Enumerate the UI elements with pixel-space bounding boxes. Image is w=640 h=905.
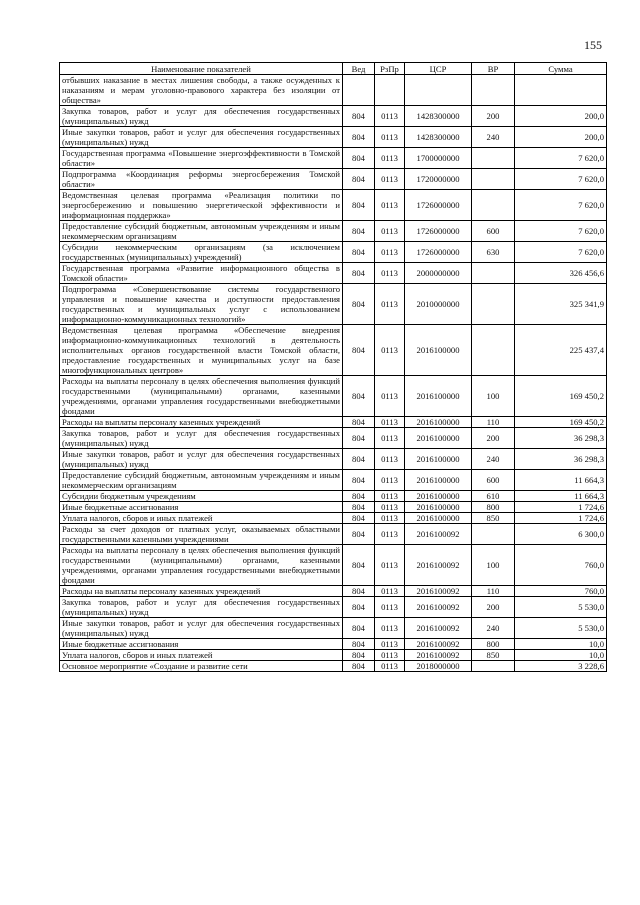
rzpr-code: 0113: [375, 325, 405, 376]
csr-code: 2000000000: [405, 263, 472, 284]
sum-value: 11 664,3: [515, 491, 607, 502]
table-body: [60, 75, 607, 672]
ved-code: 804: [343, 221, 375, 242]
csr-code: 2016100000: [405, 417, 472, 428]
csr-code: 2016100000: [405, 325, 472, 376]
ved-code: 804: [343, 242, 375, 263]
vr-code: 850: [472, 650, 515, 661]
rzpr-code: 0113: [375, 242, 405, 263]
ved-code: 804: [343, 513, 375, 524]
csr-code: 2016100000: [405, 376, 472, 417]
table-row: [60, 221, 607, 242]
table-row: [60, 661, 607, 672]
ved-code: 804: [343, 618, 375, 639]
csr-code: 2010000000: [405, 284, 472, 325]
rzpr-code: 0113: [375, 524, 405, 545]
indicator-name: Подпрограмма «Координация реформы энергосбережения Томской области»: [60, 169, 343, 190]
sum-value: 326 456,6: [515, 263, 607, 284]
vr-code: 610: [472, 491, 515, 502]
vr-code: 100: [472, 376, 515, 417]
vr-code: 200: [472, 106, 515, 127]
sum-value: 200,0: [515, 106, 607, 127]
indicator-name: Иные закупки товаров, работ и услуг для обеспечения государственных (муниципальных) нужд: [60, 449, 343, 470]
rzpr-code: 0113: [375, 127, 405, 148]
table-row: [60, 513, 607, 524]
sum-value: 760,0: [515, 586, 607, 597]
page-number: 155: [584, 38, 602, 52]
sum-value: 7 620,0: [515, 169, 607, 190]
sum-value: 7 620,0: [515, 221, 607, 242]
rzpr-code: 0113: [375, 545, 405, 586]
ved-code: 804: [343, 586, 375, 597]
ved-code: 804: [343, 491, 375, 502]
csr-code: 1726000000: [405, 242, 472, 263]
csr-code: 2016100000: [405, 428, 472, 449]
sum-value: 10,0: [515, 650, 607, 661]
rzpr-code: 0113: [375, 169, 405, 190]
sum-value: 169 450,2: [515, 417, 607, 428]
csr-code: 2016100000: [405, 449, 472, 470]
csr-code: 1720000000: [405, 169, 472, 190]
sum-value: 169 450,2: [515, 376, 607, 417]
table-row: [60, 491, 607, 502]
sum-value: 1 724,6: [515, 513, 607, 524]
csr-code: 2016100000: [405, 491, 472, 502]
sum-value: 7 620,0: [515, 148, 607, 169]
indicator-name: Основное мероприятие «Создание и развитие сети: [60, 661, 343, 672]
ved-code: 804: [343, 428, 375, 449]
sum-value: 3 228,6: [515, 661, 607, 672]
ved-code: 804: [343, 597, 375, 618]
ved-code: 804: [343, 127, 375, 148]
sum-value: 7 620,0: [515, 190, 607, 221]
vr-code: 110: [472, 417, 515, 428]
table-row: [60, 169, 607, 190]
sum-value: 36 298,3: [515, 449, 607, 470]
indicator-name: Государственная программа «Развитие информационного общества в Томской области»: [60, 263, 343, 284]
csr-code: 2016100092: [405, 586, 472, 597]
vr-code: [472, 661, 515, 672]
table-row: [60, 470, 607, 491]
indicator-name: Расходы на выплаты персоналу казенных учреждений: [60, 417, 343, 428]
table-row: [60, 325, 607, 376]
rzpr-code: [375, 75, 405, 106]
indicator-name: Расходы за счет доходов от платных услуг, оказываемых областными государственными казенными учреждениями: [60, 524, 343, 545]
rzpr-code: 0113: [375, 639, 405, 650]
sum-value: 5 530,0: [515, 618, 607, 639]
ved-code: 804: [343, 502, 375, 513]
ved-code: 804: [343, 106, 375, 127]
vr-code: 850: [472, 513, 515, 524]
sum-value: [515, 75, 607, 106]
rzpr-code: 0113: [375, 449, 405, 470]
indicator-name: Ведомственная целевая программа «Реализация политики по энергосбережению и повышению энергетической эффективности и информационная поддержка»: [60, 190, 343, 221]
indicator-name: Расходы на выплаты персоналу в целях обеспечения выполнения функций государственными (муниципальными) органами, казенными учреждениями, органами управления государственными внебюджетными фондами: [60, 545, 343, 586]
table-row: [60, 106, 607, 127]
indicator-name: Расходы на выплаты персоналу в целях обеспечения выполнения функций государственными (муниципальными) органами, казенными учреждениями, органами управления государственными внебюджетными фондами: [60, 376, 343, 417]
table-row: [60, 148, 607, 169]
indicator-name: Уплата налогов, сборов и иных платежей: [60, 650, 343, 661]
csr-code: 2016100000: [405, 513, 472, 524]
indicator-name: отбывших наказание в местах лишения свободы, а также осужденных к наказаниям и мерам уголовно-правового характера без изоляции от общества»: [60, 75, 343, 106]
table-row: [60, 545, 607, 586]
table-row: [60, 75, 607, 106]
indicator-name: Иные бюджетные ассигнования: [60, 639, 343, 650]
vr-code: [472, 263, 515, 284]
vr-code: [472, 169, 515, 190]
sum-value: 5 530,0: [515, 597, 607, 618]
indicator-name: Закупка товаров, работ и услуг для обеспечения государственных (муниципальных) нужд: [60, 428, 343, 449]
table-row: [60, 618, 607, 639]
table-row: [60, 127, 607, 148]
ved-code: 804: [343, 650, 375, 661]
ved-code: 804: [343, 325, 375, 376]
vr-code: 100: [472, 545, 515, 586]
indicator-name: Иные бюджетные ассигнования: [60, 502, 343, 513]
csr-code: [405, 75, 472, 106]
csr-code: 2016100092: [405, 650, 472, 661]
table-row: [60, 417, 607, 428]
indicator-name: Подпрограмма «Совершенствование системы государственного управления и повышение качества и доступности предоставления государственных и муниципальных услуг с использованием информационно-коммуникационных технологий»: [60, 284, 343, 325]
csr-code: 2016100000: [405, 502, 472, 513]
budget-table: [59, 62, 607, 672]
indicator-name: Уплата налогов, сборов и иных платежей: [60, 513, 343, 524]
vr-code: [472, 190, 515, 221]
indicator-name: Субсидии бюджетным учреждениям: [60, 491, 343, 502]
table-row: [60, 650, 607, 661]
indicator-name: Ведомственная целевая программа «Обеспечение внедрения информационно-коммуникационных технологий в деятельность исполнительных органов государственной власти Томской области, предоставление государственных и муниципальных услуг на базе многофункциональных центров»: [60, 325, 343, 376]
rzpr-code: 0113: [375, 586, 405, 597]
table-row: [60, 428, 607, 449]
rzpr-code: 0113: [375, 513, 405, 524]
table-row: [60, 376, 607, 417]
ved-code: 804: [343, 169, 375, 190]
rzpr-code: 0113: [375, 491, 405, 502]
vr-code: 600: [472, 221, 515, 242]
sum-value: 760,0: [515, 545, 607, 586]
rzpr-code: 0113: [375, 263, 405, 284]
vr-code: [472, 75, 515, 106]
table-row: [60, 449, 607, 470]
indicator-name: Расходы на выплаты персоналу казенных учреждений: [60, 586, 343, 597]
indicator-name: Субсидии некоммерческим организациям (за исключением государственных (муниципальных) учреждений): [60, 242, 343, 263]
table-header-row: [60, 63, 607, 75]
vr-code: [472, 524, 515, 545]
rzpr-code: 0113: [375, 284, 405, 325]
rzpr-code: 0113: [375, 106, 405, 127]
ved-code: [343, 75, 375, 106]
indicator-name: Иные закупки товаров, работ и услуг для обеспечения государственных (муниципальных) нужд: [60, 618, 343, 639]
csr-code: 1726000000: [405, 190, 472, 221]
csr-code: 2018000000: [405, 661, 472, 672]
vr-code: [472, 148, 515, 169]
sum-value: 11 664,3: [515, 470, 607, 491]
rzpr-code: 0113: [375, 502, 405, 513]
table-row: [60, 190, 607, 221]
header-csr: ЦСР: [405, 63, 472, 75]
indicator-name: Предоставление субсидий бюджетным, автономным учреждениям и иным некоммерческим организациям: [60, 470, 343, 491]
table-row: [60, 597, 607, 618]
csr-code: 2016100092: [405, 524, 472, 545]
vr-code: [472, 325, 515, 376]
vr-code: 200: [472, 428, 515, 449]
ved-code: 804: [343, 263, 375, 284]
indicator-name: Закупка товаров, работ и услуг для обеспечения государственных (муниципальных) нужд: [60, 597, 343, 618]
rzpr-code: 0113: [375, 148, 405, 169]
vr-code: [472, 284, 515, 325]
vr-code: 630: [472, 242, 515, 263]
vr-code: 110: [472, 586, 515, 597]
csr-code: 2016100092: [405, 618, 472, 639]
csr-code: 1726000000: [405, 221, 472, 242]
header-ved: Вед: [343, 63, 375, 75]
sum-value: 325 341,9: [515, 284, 607, 325]
indicator-name: Государственная программа «Повышение энергоэффективности в Томской области»: [60, 148, 343, 169]
vr-code: 600: [472, 470, 515, 491]
sum-value: 7 620,0: [515, 242, 607, 263]
ved-code: 804: [343, 148, 375, 169]
indicator-name: Закупка товаров, работ и услуг для обеспечения государственных (муниципальных) нужд: [60, 106, 343, 127]
rzpr-code: 0113: [375, 597, 405, 618]
table-row: [60, 284, 607, 325]
vr-code: 800: [472, 502, 515, 513]
rzpr-code: 0113: [375, 650, 405, 661]
vr-code: 240: [472, 127, 515, 148]
ved-code: 804: [343, 545, 375, 586]
indicator-name: Предоставление субсидий бюджетным, автономным учреждениям и иным некоммерческим организациям: [60, 221, 343, 242]
ved-code: 804: [343, 449, 375, 470]
csr-code: 1700000000: [405, 148, 472, 169]
sum-value: 200,0: [515, 127, 607, 148]
csr-code: 2016100000: [405, 470, 472, 491]
vr-code: 800: [472, 639, 515, 650]
ved-code: 804: [343, 417, 375, 428]
sum-value: 225 437,4: [515, 325, 607, 376]
rzpr-code: 0113: [375, 661, 405, 672]
sum-value: 10,0: [515, 639, 607, 650]
ved-code: 804: [343, 470, 375, 491]
header-vr: ВР: [472, 63, 515, 75]
csr-code: 2016100092: [405, 639, 472, 650]
sum-value: 36 298,3: [515, 428, 607, 449]
vr-code: 240: [472, 449, 515, 470]
ved-code: 804: [343, 524, 375, 545]
csr-code: 2016100092: [405, 597, 472, 618]
ved-code: 804: [343, 190, 375, 221]
table-row: [60, 502, 607, 513]
sum-value: 1 724,6: [515, 502, 607, 513]
csr-code: 1428300000: [405, 127, 472, 148]
sum-value: 6 300,0: [515, 524, 607, 545]
rzpr-code: 0113: [375, 190, 405, 221]
table-row: [60, 639, 607, 650]
header-rzpr: РзПр: [375, 63, 405, 75]
table-row: [60, 524, 607, 545]
csr-code: 2016100092: [405, 545, 472, 586]
rzpr-code: 0113: [375, 417, 405, 428]
rzpr-code: 0113: [375, 428, 405, 449]
header-name: Наименование показателей: [60, 63, 343, 75]
table-row: [60, 263, 607, 284]
rzpr-code: 0113: [375, 618, 405, 639]
ved-code: 804: [343, 661, 375, 672]
ved-code: 804: [343, 376, 375, 417]
header-sum: Сумма: [515, 63, 607, 75]
ved-code: 804: [343, 639, 375, 650]
table-row: [60, 586, 607, 597]
indicator-name: Иные закупки товаров, работ и услуг для обеспечения государственных (муниципальных) нужд: [60, 127, 343, 148]
rzpr-code: 0113: [375, 221, 405, 242]
ved-code: 804: [343, 284, 375, 325]
csr-code: 1428300000: [405, 106, 472, 127]
vr-code: 240: [472, 618, 515, 639]
vr-code: 200: [472, 597, 515, 618]
rzpr-code: 0113: [375, 470, 405, 491]
rzpr-code: 0113: [375, 376, 405, 417]
table-row: [60, 242, 607, 263]
